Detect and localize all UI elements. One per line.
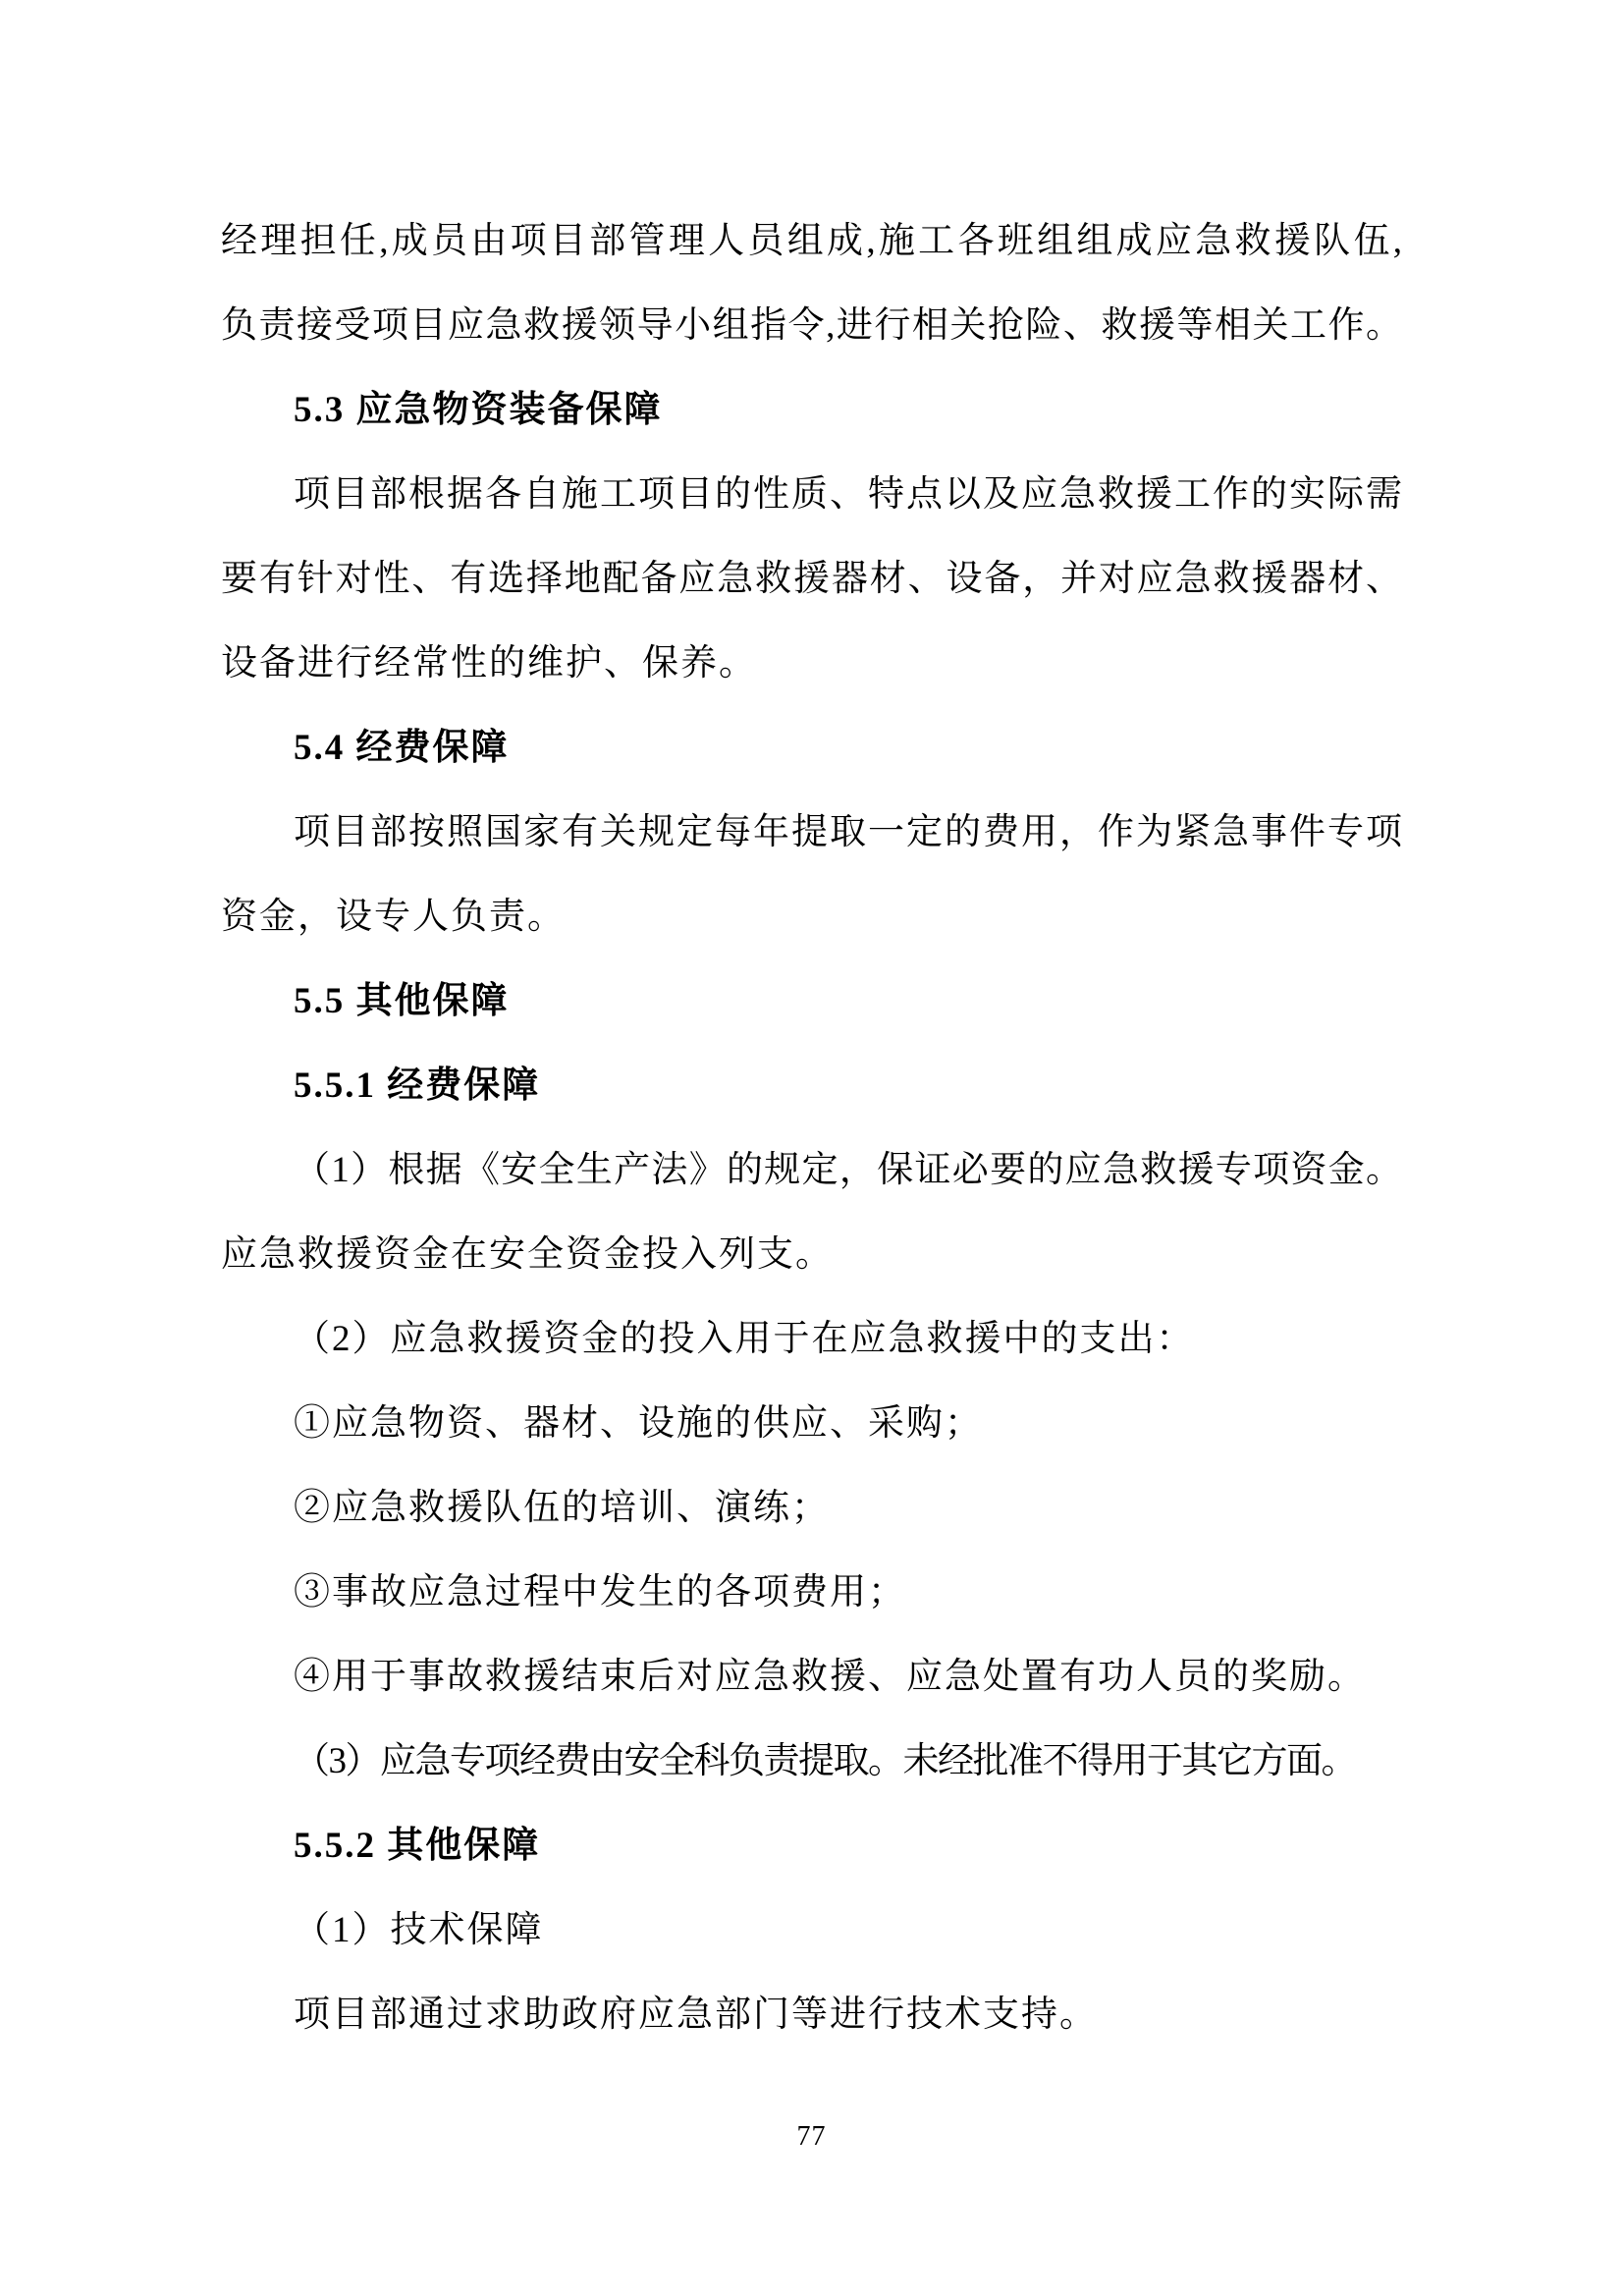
- document-body: [221, 199, 1402, 2057]
- page-number: 77: [796, 2121, 827, 2152]
- para-tech-support-body: 项目部通过求助政府应急部门等进行技术支持。: [294, 1995, 1098, 2035]
- heading-5-5: 5.5 其他保障: [294, 981, 510, 1021]
- para-5-3-line-1: 项目部根据各自施工项目的性质、特点以及应急救援工作的实际需: [294, 474, 1402, 515]
- para-funding-3: （3）应急专项经费由安全科负责提取。未经批准不得用于其它方面。: [294, 1741, 1356, 1781]
- para-funding-1-line-1: （1）根据《安全生产法》的规定，保证必要的应急救援专项资金。: [294, 1150, 1402, 1190]
- list-item-circled-4: ④用于事故救援结束后对应急救援、应急处置有功人员的奖励。: [294, 1657, 1366, 1697]
- list-item-circled-3: ③事故应急过程中发生的各项费用；: [294, 1572, 906, 1613]
- para-5-3-line-2: 要有针对性、有选择地配备应急救援器材、设备，并对应急救援器材、: [221, 559, 1402, 599]
- para-5-3-line-3: 设备进行经常性的维护、保养。: [221, 643, 757, 683]
- list-item-circled-1: ①应急物资、器材、设施的供应、采购；: [294, 1403, 983, 1444]
- para-tech-support-label: （1）技术保障: [294, 1910, 544, 1950]
- heading-5-5-2: 5.5.2 其他保障: [294, 1826, 541, 1866]
- para-funding-2: （2）应急救援资金的投入用于在应急救援中的支出：: [294, 1319, 1195, 1359]
- list-item-circled-2: ②应急救援队伍的培训、演练；: [294, 1488, 830, 1528]
- para-funding-1-line-2: 应急救援资金在安全资金投入列支。: [221, 1234, 834, 1275]
- para-continuation-line-2: 负责接受项目应急救援领导小组指令,进行相关抢险、救援等相关工作。: [221, 305, 1402, 346]
- para-continuation-line-1: 经理担任,成员由项目部管理人员组成,施工各班组组成应急救援队伍,: [221, 221, 1402, 261]
- heading-5-5-1: 5.5.1 经费保障: [294, 1066, 541, 1106]
- para-5-4-line-2: 资金，设专人负责。: [221, 897, 566, 937]
- heading-5-4: 5.4 经费保障: [294, 728, 510, 768]
- para-5-4-line-1: 项目部按照国家有关规定每年提取一定的费用，作为紧急事件专项: [294, 812, 1402, 852]
- heading-5-3: 5.3 应急物资装备保障: [294, 390, 663, 430]
